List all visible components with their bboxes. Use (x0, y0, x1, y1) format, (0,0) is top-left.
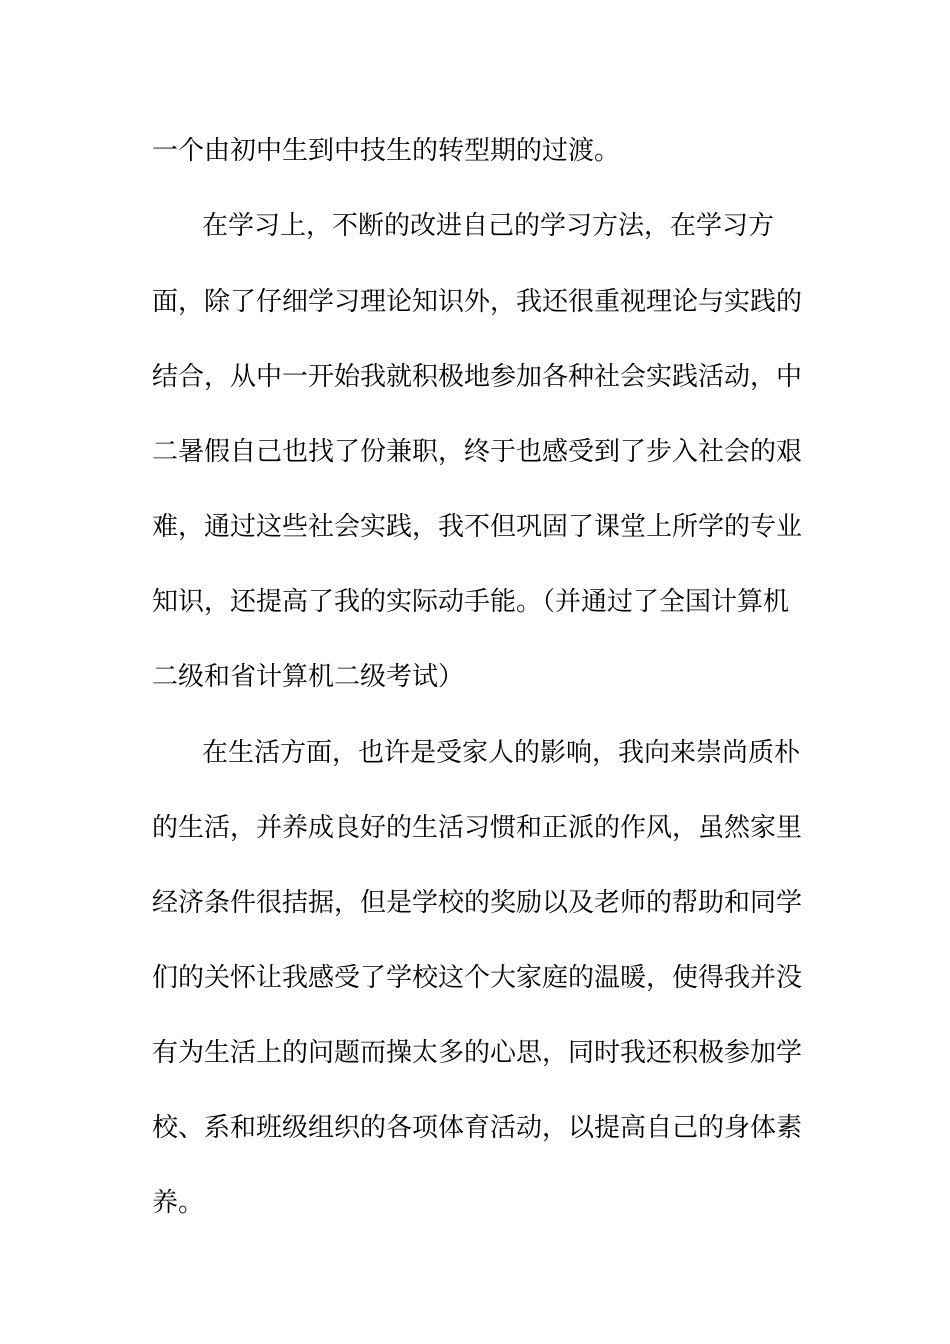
text-line-content: 们的关怀让我感受了学校这个大家庭的温暖，使得我并没 (152, 963, 803, 993)
text-line-content: 难，通过这些社会实践，我不但巩固了课堂上所学的专业 (152, 512, 803, 542)
text-line (0, 1108, 950, 1148)
text-line (0, 507, 950, 547)
text-line-content: 在生活方面，也许是受家人的影响，我向来崇尚质朴 (202, 738, 801, 768)
text-line-content: 二级和省计算机二级考试） (152, 662, 465, 692)
text-line-content: 经济条件很拮据，但是学校的奖励以及老师的帮助和同学 (152, 888, 803, 918)
text-line-content: 知识，还提高了我的实际动手能。（并通过了全国计算机 (152, 587, 790, 617)
text-line (0, 733, 950, 773)
text-line-content: 面，除了仔细学习理论知识外，我还很重视理论与实践的 (152, 287, 803, 317)
text-line-content: 在学习上，不断的改进自己的学习方法，在学习方 (202, 211, 775, 241)
text-line (0, 131, 950, 171)
text-line-content: 养。 (152, 1188, 205, 1218)
text-line-content: 一个由初中生到中技生的转型期的过渡。 (152, 136, 621, 166)
text-line (0, 582, 950, 622)
text-line (0, 808, 950, 848)
text-line-content: 二暑假自己也找了份兼职，终于也感受到了步入社会的艰 (152, 437, 803, 467)
text-line (0, 432, 950, 472)
text-line (0, 1033, 950, 1073)
text-line (0, 1183, 950, 1223)
text-line (0, 206, 950, 246)
text-line (0, 958, 950, 998)
text-line-content: 校、系和班级组织的各项体育活动，以提高自己的身体素 (152, 1113, 803, 1143)
text-line-content: 的生活，并养成良好的生活习惯和正派的作风，虽然家里 (152, 813, 803, 843)
text-line (0, 883, 950, 923)
text-line (0, 657, 950, 697)
text-line-content: 有为生活上的问题而操太多的心思，同时我还积极参加学 (152, 1038, 803, 1068)
text-line (0, 282, 950, 322)
text-line-content: 结合，从中一开始我就积极地参加各种社会实践活动，中 (152, 362, 803, 392)
text-line (0, 357, 950, 397)
